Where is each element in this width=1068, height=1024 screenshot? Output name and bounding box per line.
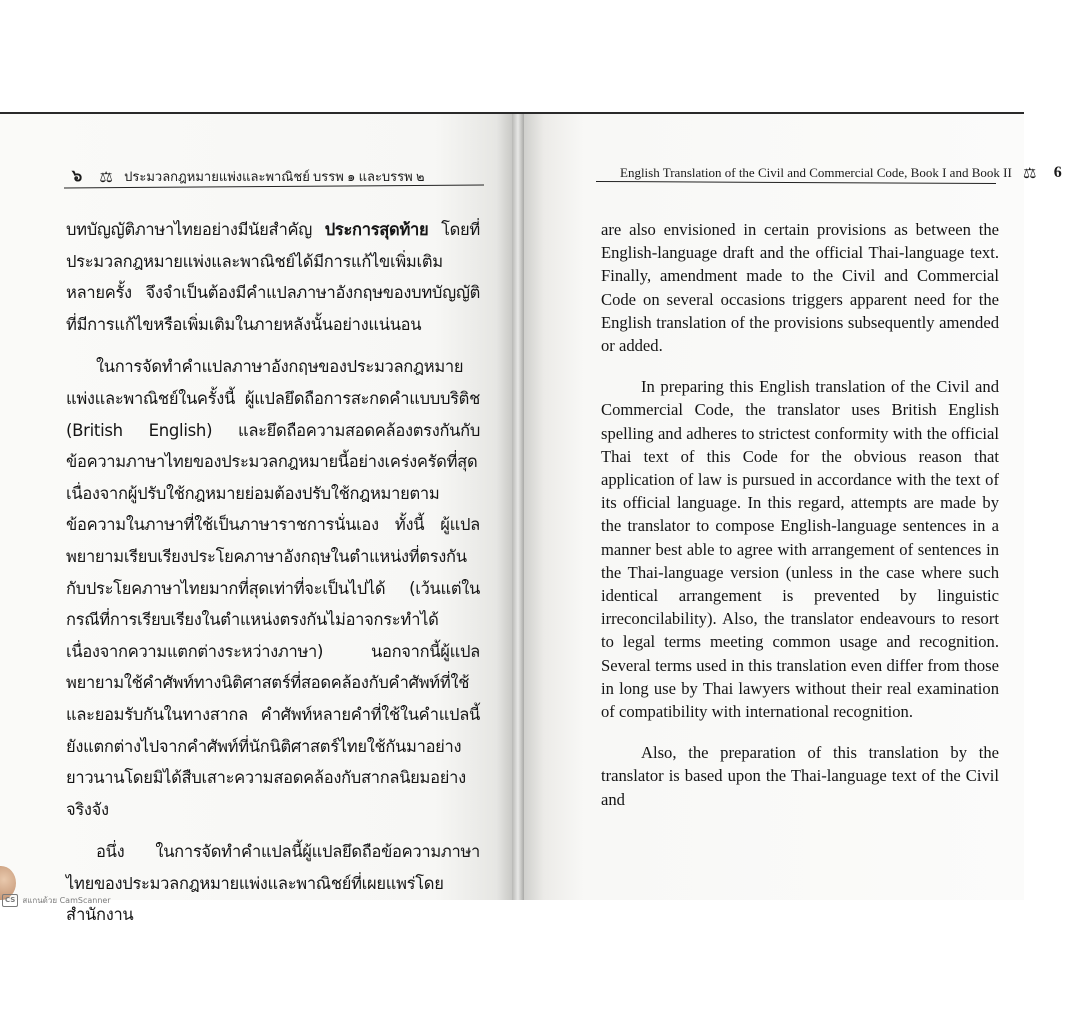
page-number: ๖ [72,168,83,185]
paragraph: บทบัญญัติภาษาไทยอย่างมีนัยสำคัญ ประการสุดท้าย โดยที่ประมวลกฎหมายแพ่งและพาณิชย์ได้มีการแก้ไขเพิ่มเติมหลายครั้ง จึงจำเป็นต้องมีคำแปลภาษาอังกฤษของบทบัญญัติที่มีการแก้ไขหรือเพิ่มเติมในภายหลังนั้นอย่างแน่นอน [66,220,480,334]
scales-of-justice-icon: ⚖ [99,170,113,186]
bold-phrase: ประการสุดท้าย [324,220,429,239]
running-head-title: English Translation of the Civil and Commercial Code, Book I and Book II [620,165,1012,180]
running-head-title: ประมวลกฎหมายแพ่งและพาณิชย์ บรรพ ๑ และบรรพ ๒ [124,169,425,184]
body-text [66,214,480,942]
watermark-text: สแกนด้วย CamScanner [22,896,111,905]
body-text [601,218,999,829]
paragraph: อนึ่ง ในการจัดทำคำแปลนี้ผู้แปลยึดถือข้อความภาษาไทยของประมวลกฎหมายแพ่งและพาณิชย์ที่เผยแพร่โดยสำนักงาน [66,842,480,925]
paragraph: ในการจัดทำคำแปลภาษาอังกฤษของประมวลกฎหมายแพ่งและพาณิชย์ในครั้งนี้ ผู้แปลยึดถือการสะกดคำแบบบริติช (British English) และยึดถือความสอดคล้องตรงกันกับข้อความภาษาไทยของประมวลกฎหมายนี้อย่างเคร่งครัดที่สุด เนื่องจากผู้ปรับใช้กฎหมายย่อมต้องปรับใช้กฎหมายตามข้อความในภาษาที่ใช้เป็นภาษาราชการนั่นเอง ทั้งนี้ ผู้แปลพยายามเรียบเรียงประโยคภาษาอังกฤษในตำแหน่งที่ตรงกันกับประโยคภาษาไทยมากที่สุดเท่าที่จะเป็นไปได้ (เว้นแต่ในกรณีที่การเรียบเรียงในตำแหน่งตรงกันไม่อาจกระทำได้เนื่องจากความแตกต่างระหว่างภาษา) นอกจากนี้ผู้แปลพยายามใช้คำศัพท์ทางนิติศาสตร์ที่สอดคล้องกับคำศัพท์ที่ใช้และยอมรับกันในทางสากล คำศัพท์หลายคำที่ใช้ในคำแปลนี้ยังแตกต่างไปจากคำศัพท์ที่นักนิติศาสตร์ไทยใช้กันมาอย่างยาวนานโดยมิได้สืบเสาะความสอดคล้องกับสากลนิยมอย่างจริงจัง [66,357,480,819]
paragraph: are also envisioned in certain provisions as between the English-language draft and the official Thai-language text. Finally, amendment made to the Civil and Commercial Code on several occasions triggers apparent need for the English translation of the provisions subsequently amended or added. [601,220,999,356]
camscanner-logo-icon: CS [2,894,18,907]
paragraph: In preparing this English translation of the Civil and Commercial Code, the translator uses British English spelling and adheres to strictest conformity with the official Thai text of this Code for the obvious reason that application of law is pursued in accordance with the text of its official language. In this regard, attempts are made by the translator to compose English-language sentences in a manner best able to agree with arrangement of sentences in the Thai-language version (unless in the case where such identical arrangement is prevented by linguistic irreconcilability). Also, the translator endeavours to resort to legal terms meeting common usage and recognition. Several terms used in this translation even differ from those in long use by Thai lawyers without their real examination of compatibility with international recognition. [601,377,999,722]
paragraph: Also, the preparation of this translation by the translator is based upon the Thai-language text of the Civil and [601,743,999,809]
book-gutter [512,114,524,900]
scales-of-justice-icon: ⚖ [1023,166,1037,182]
scanner-watermark [2,894,111,907]
running-header [620,164,1068,183]
right-page [524,114,1062,900]
page-number: 6 [1053,164,1062,181]
